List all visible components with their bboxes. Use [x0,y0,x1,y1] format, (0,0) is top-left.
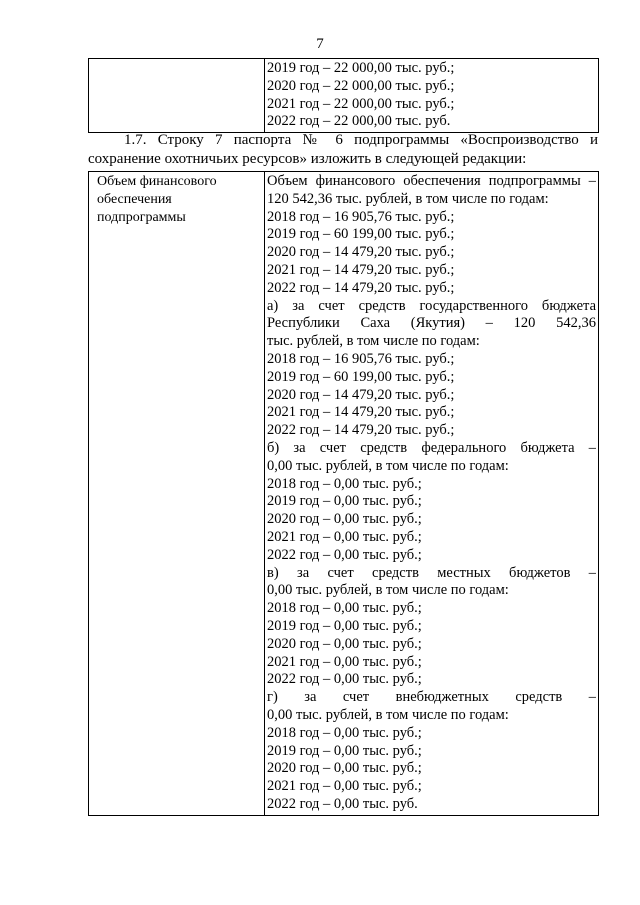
continued-left-cell [89,59,265,133]
text-line: 0,00 тыс. рублей, в том числе по годам: [267,706,509,723]
amendment-paragraph [88,131,598,169]
text-line: б) за счет средств федерального бюджета – [267,439,596,456]
text-line: 2020 год – 14 479,20 тыс. руб.; [267,386,455,403]
text-line: 2018 год – 16 905,76 тыс. руб.; [267,208,455,225]
text-line: 0,00 тыс. рублей, в том числе по годам: [267,457,509,474]
text-line: 2019 год – 60 199,00 тыс. руб.; [267,368,455,385]
continued-financing-table [88,58,599,133]
text-line: 2020 год – 0,00 тыс. руб.; [267,760,422,777]
text-line: 2022 год – 0,00 тыс. руб.; [267,546,422,563]
text-line: 2021 год – 14 479,20 тыс. руб.; [267,261,455,278]
text-line: Объем финансового обеспечения подпрограммы – [267,173,596,189]
text-line: 2019 год – 0,00 тыс. руб.; [267,742,422,759]
text-line: 2018 год – 16 905,76 тыс. руб.; [267,350,455,367]
text-line: 2021 год – 0,00 тыс. руб.; [267,653,422,670]
text-line: 2020 год – 22 000,00 тыс. руб.; [267,77,455,94]
text-line: г) за счет внебюджетных средств – [267,689,596,706]
amendment-line-2: сохранение охотничьих ресурсов» изложить в следующей редакции: [88,151,527,167]
text-line: 2019 год – 0,00 тыс. руб.; [267,493,422,510]
row-value-cell [265,172,599,816]
text-line: 2019 год – 0,00 тыс. руб.; [267,617,422,634]
text-line: 2019 год – 22 000,00 тыс. руб.; [267,60,455,76]
text-line: 2022 год – 14 479,20 тыс. руб.; [267,279,455,296]
text-line: 2018 год – 0,00 тыс. руб.; [267,475,422,492]
text-line: 2018 год – 0,00 тыс. руб.; [267,600,422,617]
text-line: а) за счет средств государственного бюджета [267,297,596,314]
page-number: 7 [316,36,324,52]
text-line: 2021 год – 22 000,00 тыс. руб.; [267,95,455,112]
text-line: 0,00 тыс. рублей, в том числе по годам: [267,582,509,599]
text-line: Объем финансового [97,174,217,189]
financing-table [88,171,599,816]
text-line: 2019 год – 60 199,00 тыс. руб.; [267,226,455,243]
row-label-cell [89,172,265,816]
text-line: 2021 год – 14 479,20 тыс. руб.; [267,404,455,421]
text-line: 2022 год – 14 479,20 тыс. руб.; [267,422,455,439]
text-line: 2022 год – 0,00 тыс. руб. [267,795,418,812]
text-line: тыс. рублей, в том числе по годам: [267,333,480,350]
text-line: 2021 год – 0,00 тыс. руб.; [267,528,422,545]
text-line: обеспечения [97,191,172,207]
text-line: 120 542,36 тыс. рублей, в том числе по годам: [267,190,549,207]
text-line: 2022 год – 22 000,00 тыс. руб. [267,113,451,130]
text-line: 2022 год – 0,00 тыс. руб.; [267,671,422,688]
text-line: 2018 год – 0,00 тыс. руб.; [267,724,422,741]
text-line: 2020 год – 0,00 тыс. руб.; [267,511,422,528]
amendment-line-1: 1.7. Строку 7 паспорта № 6 подпрограммы «Воспроизводство и [124,132,598,148]
text-line: в) за счет средств местных бюджетов – [267,564,596,581]
text-line: Республики Саха (Якутия) – 120 542,36 [267,315,596,332]
text-line: 2020 год – 0,00 тыс. руб.; [267,635,422,652]
text-line: 2021 год – 0,00 тыс. руб.; [267,778,422,795]
text-line: подпрограммы [97,209,186,225]
text-line: 2020 год – 14 479,20 тыс. руб.; [267,244,455,261]
continued-right-cell [265,59,599,133]
